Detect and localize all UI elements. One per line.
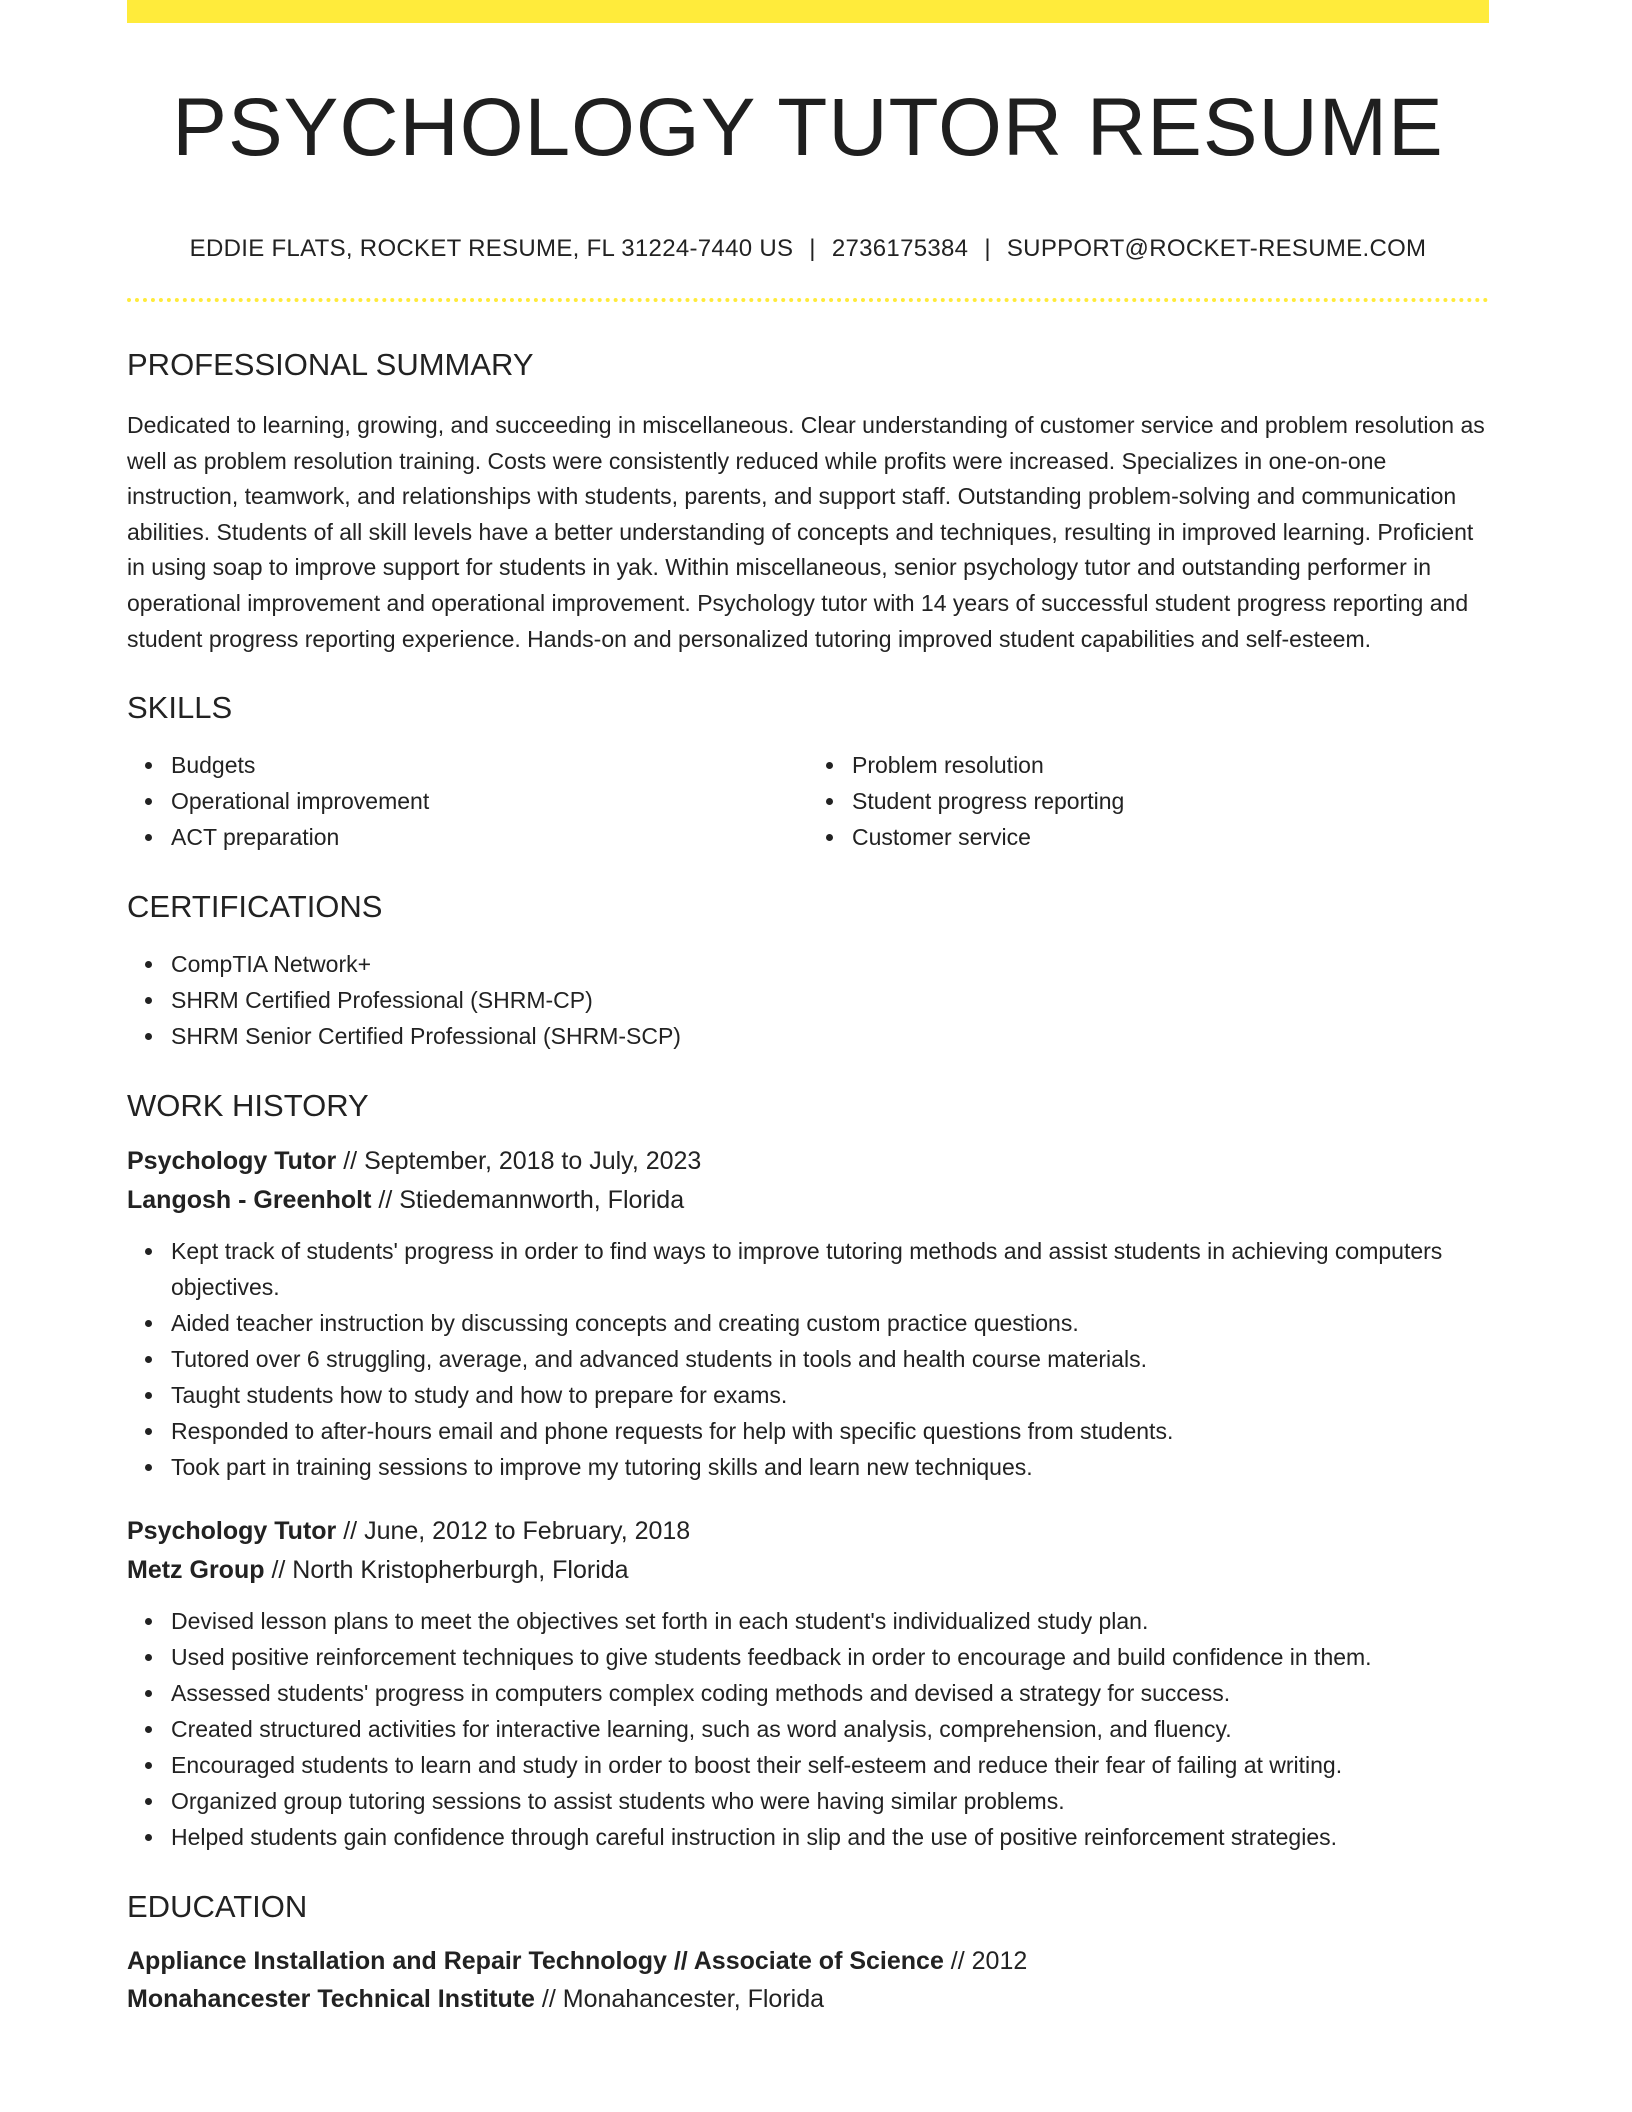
job-bullet: Responded to after-hours email and phone requests for help with specific questions from students. <box>171 1413 1489 1449</box>
job-company: Metz Group <box>127 1556 265 1585</box>
education-year: // 2012 <box>943 1947 1028 1976</box>
certification-item: CompTIA Network+ <box>171 946 1489 982</box>
contact-email: SUPPORT@ROCKET-RESUME.COM <box>1006 235 1427 262</box>
skill-item: Budgets <box>171 747 808 783</box>
skills-grid <box>127 747 1489 855</box>
job-bullet: Took part in training sessions to improve my tutoring skills and learn new techniques. <box>171 1449 1489 1485</box>
job-bullet: Assessed students' progress in computers complex coding methods and devised a strategy for success. <box>171 1675 1489 1711</box>
job-title-line <box>127 1149 1489 1174</box>
job-bullet: Taught students how to study and how to prepare for exams. <box>171 1377 1489 1413</box>
contact-phone: 2736175384 <box>831 235 969 262</box>
education-section <box>127 1891 1489 2012</box>
professional-summary-section <box>127 349 1489 657</box>
job-company-line <box>127 1188 1489 1213</box>
education-school-line <box>127 1987 1489 2012</box>
skills-left-list <box>127 747 808 855</box>
job-bullet: Kept track of students' progress in order to find ways to improve tutoring methods and assist students in achieving computers objectives. <box>171 1233 1489 1305</box>
skill-item: Customer service <box>852 819 1489 855</box>
job-dates: // September, 2018 to July, 2023 <box>336 1147 702 1176</box>
education-entry <box>127 1949 1489 2012</box>
education-school: Monahancester Technical Institute <box>127 1985 535 2014</box>
education-degree-line <box>127 1949 1489 1974</box>
skill-item: ACT preparation <box>171 819 808 855</box>
contact-separator: | <box>809 235 816 262</box>
job-bullet: Created structured activities for interactive learning, such as word analysis, comprehension, and fluency. <box>171 1711 1489 1747</box>
resume-title: PSYCHOLOGY TUTOR RESUME <box>172 82 1444 173</box>
job-company-line <box>127 1558 1489 1583</box>
job-title-line <box>127 1519 1489 1544</box>
job-location: // North Kristopherburgh, Florida <box>264 1556 629 1585</box>
job-bullet: Devised lesson plans to meet the objectives set forth in each student's individualized study plan. <box>171 1603 1489 1639</box>
contact-address: EDDIE FLATS, ROCKET RESUME, FL 31224-7440 US <box>189 235 794 262</box>
skills-section <box>127 692 1489 855</box>
certification-item: SHRM Senior Certified Professional (SHRM-SCP) <box>171 1018 1489 1054</box>
education-location: // Monahancester, Florida <box>534 1985 825 2014</box>
job-title: Psychology Tutor <box>127 1517 337 1546</box>
job-bullet: Tutored over 6 struggling, average, and advanced students in tools and health course materials. <box>171 1341 1489 1377</box>
section-heading: WORK HISTORY <box>127 1088 369 1124</box>
skills-right-list <box>808 747 1489 855</box>
job-bullet: Organized group tutoring sessions to assist students who were having similar problems. <box>171 1783 1489 1819</box>
job-bullets <box>127 1233 1489 1485</box>
top-accent-bar <box>127 0 1489 23</box>
job-bullet: Helped students gain confidence through careful instruction in slip and the use of positive reinforcement strategies. <box>171 1819 1489 1855</box>
job-company: Langosh - Greenholt <box>127 1186 372 1215</box>
job-location: // Stiedemannworth, Florida <box>371 1186 685 1215</box>
job-bullets <box>127 1603 1489 1855</box>
section-heading: CERTIFICATIONS <box>127 889 383 925</box>
resume-page <box>127 0 1489 2012</box>
work-history-section <box>127 1090 1489 1855</box>
job-entry <box>127 1519 1489 1855</box>
job-title: Psychology Tutor <box>127 1147 337 1176</box>
job-dates: // June, 2012 to February, 2018 <box>336 1517 691 1546</box>
job-entry <box>127 1149 1489 1485</box>
contact-separator: | <box>984 235 991 262</box>
section-heading: PROFESSIONAL SUMMARY <box>127 347 534 382</box>
section-heading: SKILLS <box>127 690 233 726</box>
job-bullet: Aided teacher instruction by discussing concepts and creating custom practice questions. <box>171 1305 1489 1341</box>
certifications-list <box>127 946 1489 1054</box>
skill-item: Problem resolution <box>852 747 1489 783</box>
skill-item: Operational improvement <box>171 783 808 819</box>
contact-line <box>127 237 1489 261</box>
certifications-section <box>127 891 1489 1054</box>
certification-item: SHRM Certified Professional (SHRM-CP) <box>171 982 1489 1018</box>
skill-item: Student progress reporting <box>852 783 1489 819</box>
section-heading: EDUCATION <box>127 1889 308 1925</box>
job-bullet: Used positive reinforcement techniques to give students feedback in order to encourage and build confidence in them. <box>171 1639 1489 1675</box>
summary-paragraph: Dedicated to learning, growing, and succeeding in miscellaneous. Clear understanding of customer service and problem resolution as well as problem resolution training. Costs were consistently reduced while profits were increased. Specializes in one-on-one instruction, teamwork, and relationships with students, parents, and support staff. Outstanding problem-solving and communication abilities. Students of all skill levels have a better understanding of concepts and techniques, resulting in improved learning. Proficient in using soap to improve support for students in yak. Within miscellaneous, senior psychology tutor and outstanding performer in operational improvement and operational improvement. Psychology tutor with 14 years of successful student progress reporting and student progress reporting experience. Hands-on and personalized tutoring improved student capabilities and self-esteem. <box>127 412 1485 652</box>
dotted-divider <box>127 298 1489 302</box>
job-bullet: Encouraged students to learn and study in order to boost their self-esteem and reduce their fear of failing at writing. <box>171 1747 1489 1783</box>
education-degree: Appliance Installation and Repair Technology // Associate of Science <box>127 1947 944 1976</box>
